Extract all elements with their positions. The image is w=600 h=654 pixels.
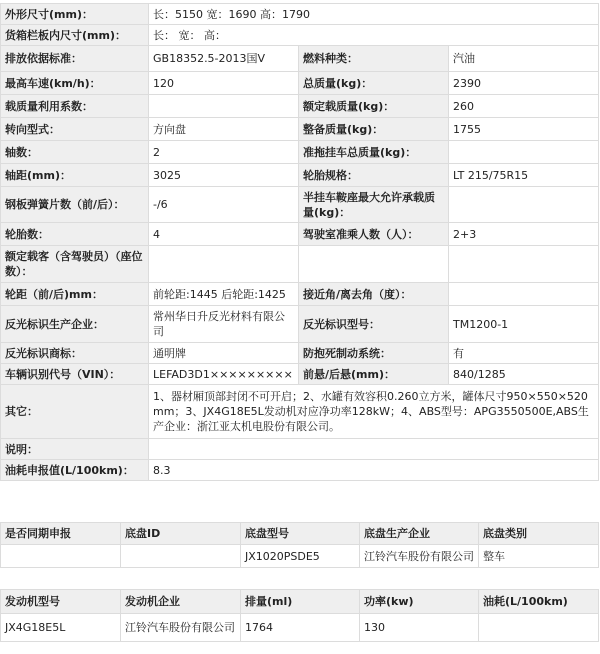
empty-cell [449, 246, 599, 283]
rated-passengers-value [149, 246, 299, 283]
engine-header: 发动机企业 [121, 590, 241, 614]
fuel-consumption-value: 8.3 [149, 460, 599, 481]
engine-cell: 1764 [241, 614, 360, 642]
chassis-header: 底盘生产企业 [360, 523, 479, 545]
tire-count-value: 4 [149, 223, 299, 246]
chassis-header: 底盘型号 [241, 523, 360, 545]
approach-angle-label: 接近角/离去角（度）： [299, 283, 449, 306]
reflector-model-value: TM1200-1 [449, 306, 599, 343]
reflector-model-label: 反光标识型号： [299, 306, 449, 343]
engine-cell: 江铃汽车股份有限公司 [121, 614, 241, 642]
engine-header: 排量(ml) [241, 590, 360, 614]
chassis-cell [1, 545, 121, 568]
engine-header: 发动机型号 [1, 590, 121, 614]
other-label: 其它： [1, 385, 149, 439]
curb-mass-label: 整备质量(kg)： [299, 118, 449, 141]
emission-label: 排放依据标准： [1, 46, 149, 72]
chassis-cell: 江铃汽车股份有限公司 [360, 545, 479, 568]
specs-table [0, 3, 599, 481]
curb-mass-value: 1755 [449, 118, 599, 141]
trailer-mass-label: 准拖挂车总质量(kg)： [299, 141, 449, 164]
cargo-size-value: 长： 宽： 高： [149, 25, 599, 46]
cab-passengers-label: 驾驶室准乘人数（人）： [299, 223, 449, 246]
tire-spec-value: LT 215/75R15 [449, 164, 599, 187]
empty-cell [299, 246, 449, 283]
spring-leaves-value: -/6 [149, 187, 299, 223]
fuel-consumption-label: 油耗申报值(L/100km)： [1, 460, 149, 481]
reflector-brand-value: 通明牌 [149, 343, 299, 364]
chassis-header: 是否同期申报 [1, 523, 121, 545]
tire-count-label: 轮胎数： [1, 223, 149, 246]
chassis-header: 底盘类别 [479, 523, 599, 545]
fuel-type-value: 汽油 [449, 46, 599, 72]
abs-label: 防抱死制动系统： [299, 343, 449, 364]
reflector-maker-value: 常州华日升反光材料有限公司 [149, 306, 299, 343]
engine-header: 功率(kw) [360, 590, 479, 614]
steering-value: 方向盘 [149, 118, 299, 141]
engine-cell [479, 614, 599, 642]
chassis-header: 底盘ID [121, 523, 241, 545]
dimension-label: 外形尺寸(mm)： [1, 4, 149, 25]
load-coef-label: 载质量利用系数： [1, 95, 149, 118]
engine-table [0, 589, 599, 642]
saddle-load-value [449, 187, 599, 223]
cargo-size-label: 货箱栏板内尺寸(mm)： [1, 25, 149, 46]
max-speed-label: 最高车速(km/h)： [1, 72, 149, 95]
trailer-mass-value [449, 141, 599, 164]
rated-load-label: 额定载质量(kg)： [299, 95, 449, 118]
abs-value: 有 [449, 343, 599, 364]
track-label: 轮距（前/后)mm： [1, 283, 149, 306]
overhang-label: 前悬/后悬(mm)： [299, 364, 449, 385]
max-speed-value: 120 [149, 72, 299, 95]
dimension-value: 长：5150 宽：1690 高：1790 [149, 4, 599, 25]
chassis-cell: JX1020PSDE5 [241, 545, 360, 568]
wheelbase-label: 轴距(mm)： [1, 164, 149, 187]
total-mass-label: 总质量(kg)： [299, 72, 449, 95]
cab-passengers-value: 2+3 [449, 223, 599, 246]
reflector-maker-label: 反光标识生产企业： [1, 306, 149, 343]
track-value: 前轮距:1445 后轮距:1425 [149, 283, 299, 306]
axles-value: 2 [149, 141, 299, 164]
total-mass-value: 2390 [449, 72, 599, 95]
axles-label: 轴数： [1, 141, 149, 164]
engine-cell: JX4G18E5L [1, 614, 121, 642]
emission-value: GB18352.5-2013国Ⅴ [149, 46, 299, 72]
rated-load-value: 260 [449, 95, 599, 118]
tire-spec-label: 轮胎规格： [299, 164, 449, 187]
approach-angle-value [449, 283, 599, 306]
overhang-value: 840/1285 [449, 364, 599, 385]
fuel-type-label: 燃料种类： [299, 46, 449, 72]
engine-header: 油耗(L/100km) [479, 590, 599, 614]
engine-cell: 130 [360, 614, 479, 642]
spring-leaves-label: 钢板弹簧片数（前/后）： [1, 187, 149, 223]
vin-value: LEFAD3D1××××××××× [149, 364, 299, 385]
chassis-cell: 整车 [479, 545, 599, 568]
saddle-load-label: 半挂车鞍座最大允许承载质量(kg)： [299, 187, 449, 223]
wheelbase-value: 3025 [149, 164, 299, 187]
load-coef-value [149, 95, 299, 118]
rated-passengers-label: 额定载客（含驾驶员）（座位数）： [1, 246, 149, 283]
vin-label: 车辆识别代号（VIN）： [1, 364, 149, 385]
steering-label: 转向型式： [1, 118, 149, 141]
note-label: 说明： [1, 439, 149, 460]
other-value: 1、器材厢顶部封闭不可开启；2、水罐有效容积0.260立方米，罐体尺寸950×550×520mm；3、JX4G18E5L发动机对应净功率128kW；4、ABS型号：APG3550500E,ABS生产企业：浙江亚太机电股份有限公司。 [149, 385, 599, 439]
reflector-brand-label: 反光标识商标： [1, 343, 149, 364]
chassis-table [0, 522, 599, 568]
note-value [149, 439, 599, 460]
chassis-cell [121, 545, 241, 568]
